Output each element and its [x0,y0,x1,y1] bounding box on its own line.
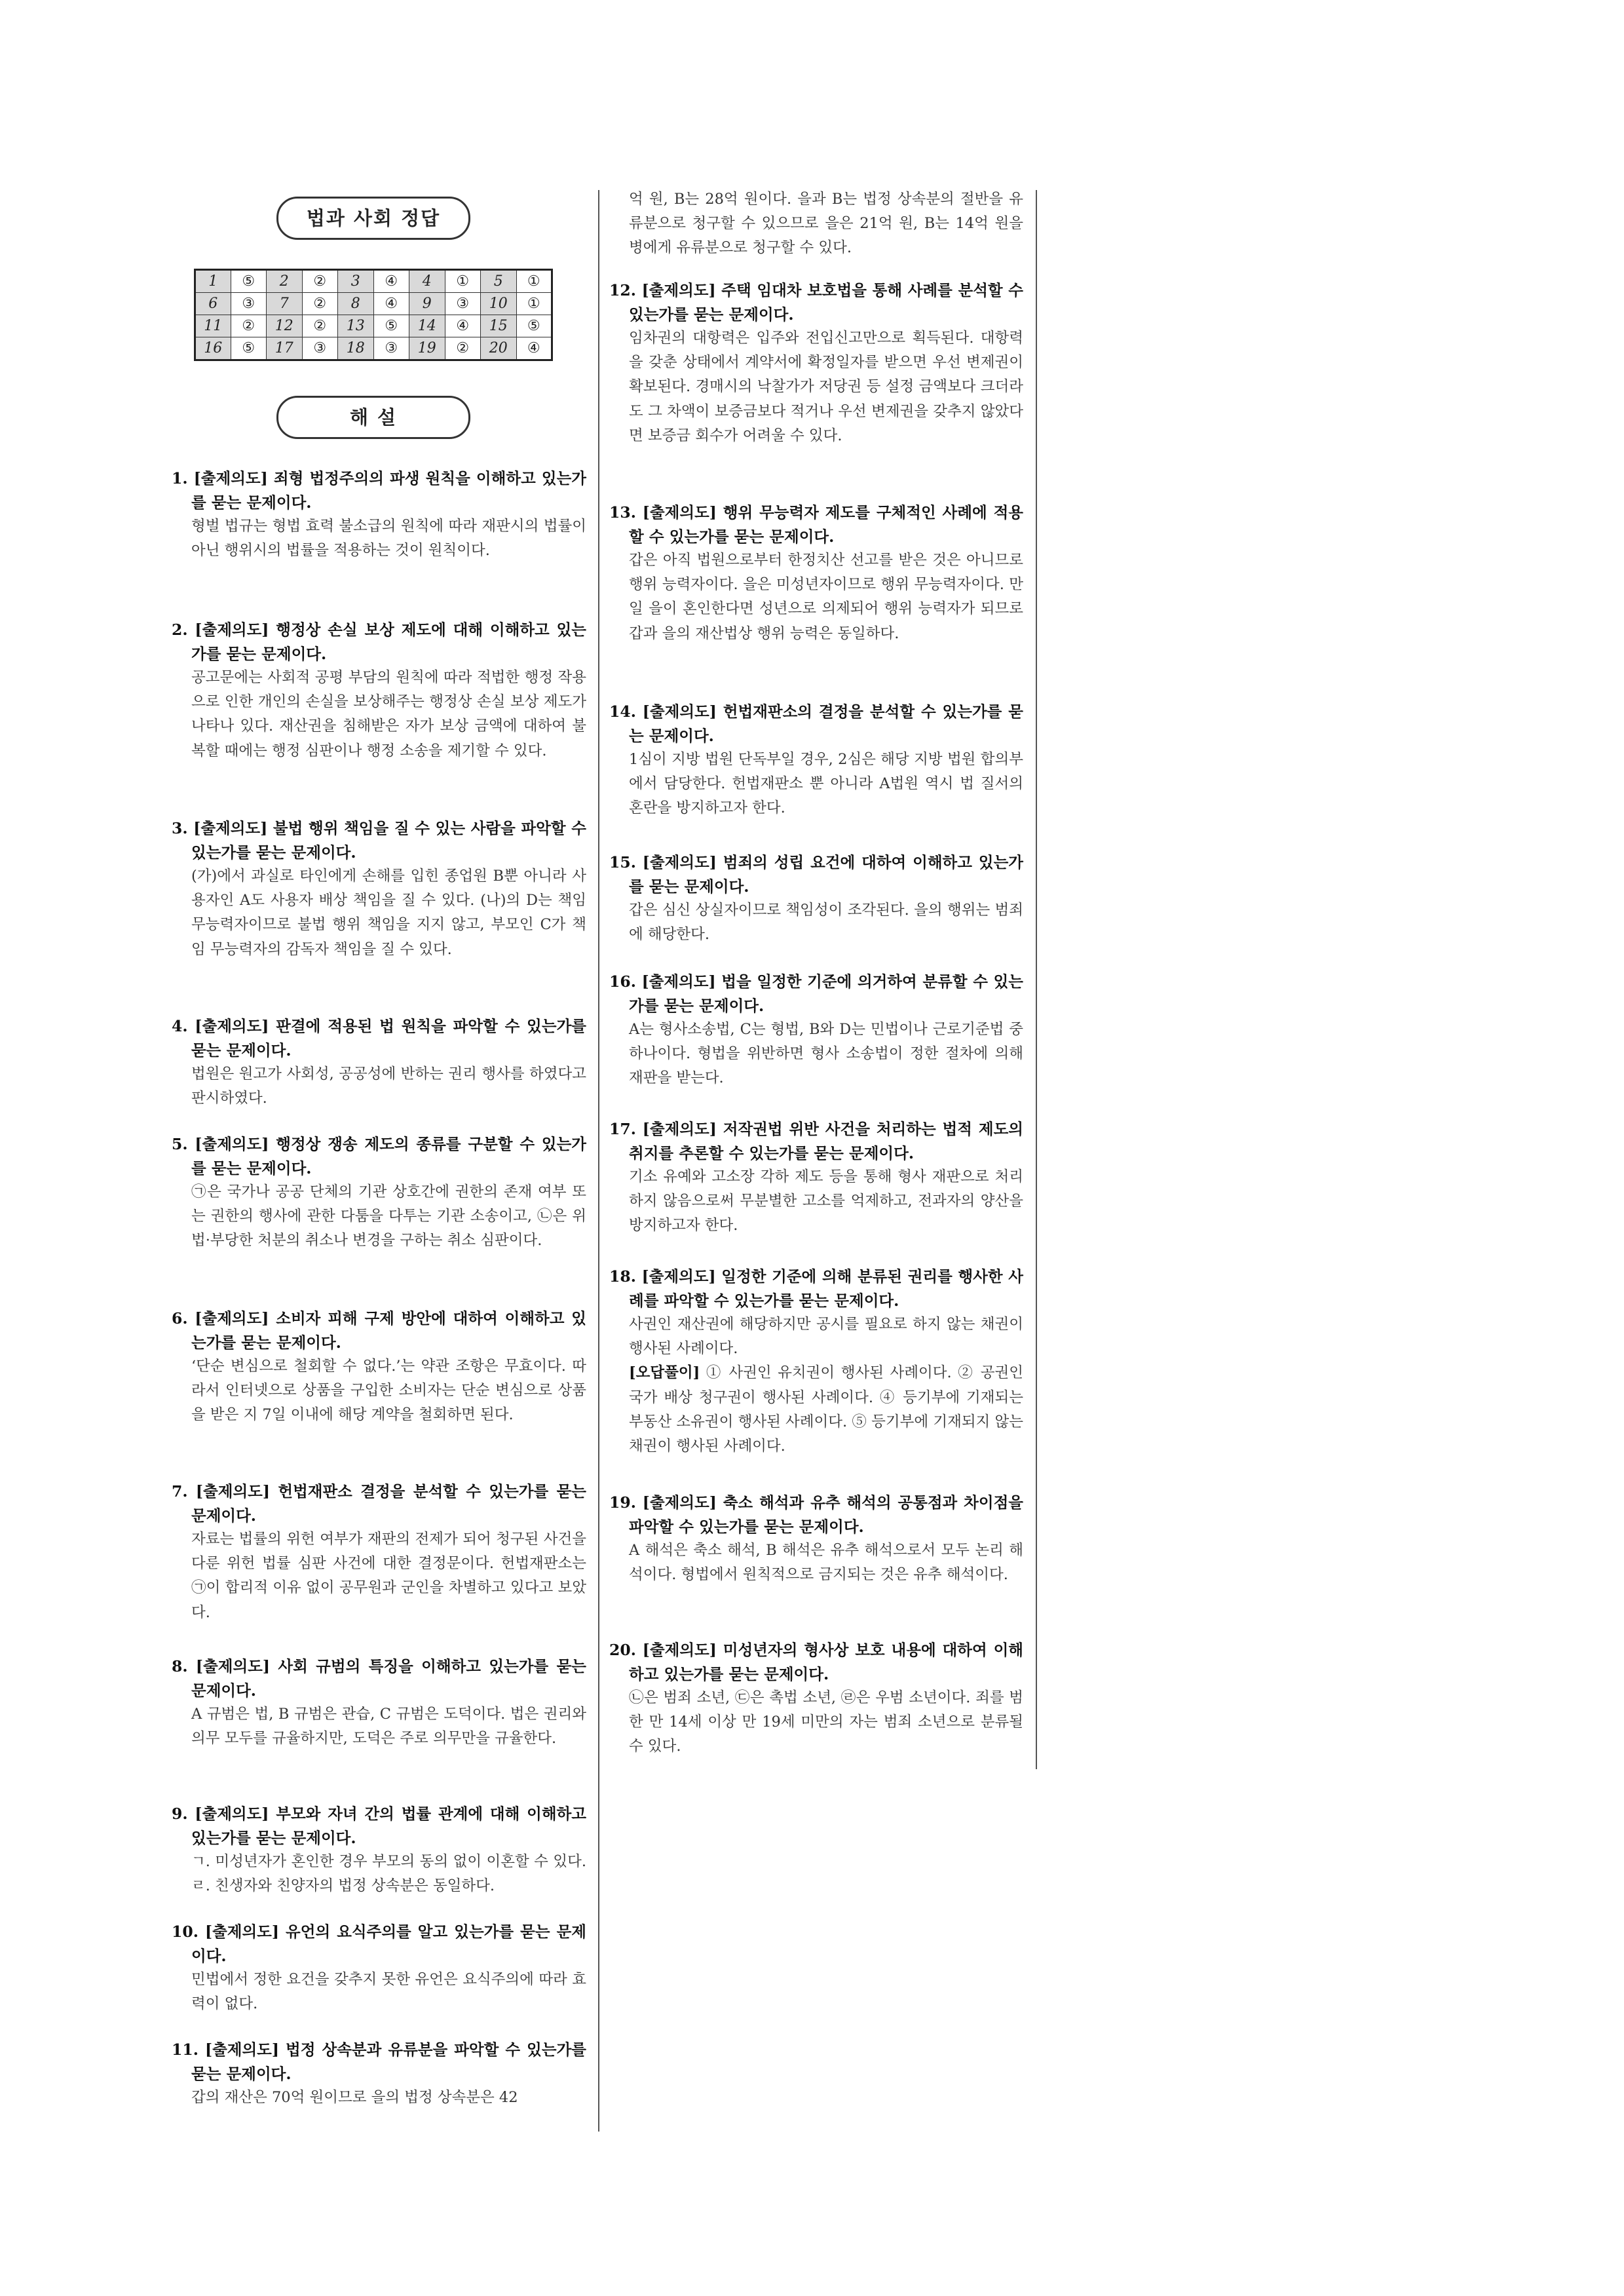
question-heading: 3. [출제의도] 불법 행위 책임을 질 수 있는 사람을 파악할 수 있는가를 묻는 문제이다. [172,819,586,862]
explanation-item [609,1491,1023,1587]
question-number: 1 [195,270,231,293]
explanation-item [609,501,1023,646]
answer-choice: ③ [373,337,409,360]
explanation-item [172,618,586,763]
question-heading: 6. [출제의도] 소비자 피해 구제 방안에 대하여 이해하고 있는가를 묻는 문제이다. [172,1309,586,1352]
answer-table [194,269,553,361]
question-number: 2 [267,270,303,293]
question-number: 5 [481,270,517,293]
answer-row [195,270,552,293]
question-explanation: 갑의 재산은 70억 원이므로 을의 법정 상속분은 42 [191,2089,518,2106]
question-heading: 16. [출제의도] 법을 일정한 기준에 의거하여 분류할 수 있는가를 묻는 문제이다. [609,972,1023,1015]
answer-choice: ③ [445,293,481,315]
question-number: 16 [195,337,231,360]
question-number: 10 [481,293,517,315]
question-explanation: 자료는 법률의 위헌 여부가 재판의 전제가 되어 청구된 사건을 다룬 위헌 법률 심판 사건에 대한 결정문이다. 헌법재판소는 ㉠이 합리적 이유 없이 공무원과 군인을 차별하고 있다고 보았다. [191,1531,586,1621]
explanation-item [172,1480,586,1625]
answer-row [195,315,552,337]
question-number: 15 [481,315,517,337]
solution-heading: 해 설 [276,396,470,439]
question-heading: 4. [출제의도] 판결에 적용된 법 원칙을 파악할 수 있는가를 묻는 문제이다. [172,1017,586,1060]
question-heading: 12. [출제의도] 주택 임대차 보호법을 통해 사례를 분석할 수 있는가를 묻는 문제이다. [609,281,1023,324]
question-heading: 18. [출제의도] 일정한 기준에 의해 분류된 권리를 행사한 사례를 파악할 수 있는가를 묻는 문제이다. [609,1267,1023,1310]
answer-choice: ② [302,315,338,337]
answer-choice: ③ [302,337,338,360]
question-number: 17 [267,337,303,360]
question-number: 20 [481,337,517,360]
explanation-item [172,467,586,563]
question-explanation: A 규범은 법, B 규범은 관습, C 규범은 도덕이다. 법은 권리와 의무 모두를 규율하지만, 도덕은 주로 의무만을 규율한다. [191,1706,586,1748]
question-explanation: 억 원, B는 28억 원이다. 을과 B는 법정 상속분의 절반을 유류분으로 청구할 수 있으므로 을은 21억 원, B는 14억 원을 병에게 유류분으로 청구할 수 있다. [629,191,1023,257]
question-heading: 7. [출제의도] 헌법재판소 결정을 분석할 수 있는가를 묻는 문제이다. [172,1482,586,1525]
question-explanation: 갑은 아직 법원으로부터 한정치산 선고를 받은 것은 아니므로 행위 능력자이다. 을은 미성년자이므로 행위 무능력자이다. 만일 을이 혼인한다면 성년으로 의제되어 행위 능력자가 되므로 갑과 을의 재산법상 행위 능력은 동일하다. [629,552,1023,642]
explanation-item [609,1117,1023,1238]
explanation-item [609,278,1023,448]
answer-row [195,293,552,315]
question-explanation: 민법에서 정한 요건을 갖추지 못한 유언은 요식주의에 따라 효력이 없다. [191,1971,586,2013]
question-number: 11 [195,315,231,337]
question-explanation: ‘단순 변심으로 철회할 수 없다.’는 약관 조항은 무효이다. 따라서 인터넷으로 상품을 구입한 소비자는 단순 변심으로 상품을 받은 지 7일 이내에 해당 계약을 철회하면 된다. [191,1358,586,1424]
right-column-rule [1036,190,1037,1769]
column-divider [598,190,599,2132]
question-explanation: 형벌 법규는 형법 효력 불소급의 원칙에 따라 재판시의 법률이 아닌 행위시의 법률을 적용하는 것이 원칙이다. [191,518,586,560]
answer-choice: ② [445,337,481,360]
answer-choice: ② [302,293,338,315]
answer-choice: ① [516,270,552,293]
explanation-continuation [609,187,1023,261]
answer-choice: ⑤ [231,337,267,360]
question-number: 6 [195,293,231,315]
question-number: 9 [409,293,445,315]
explanation-item [172,816,586,962]
explanation-item [172,1655,586,1751]
question-explanation: 사권인 재산권에 해당하지만 공시를 필요로 하지 않는 채권이 행사된 사례이다. [오답풀이] ① 사권인 유치권이 행사된 사례이다. ② 공권인 국가 배상 청구권이 행사된 사례이다. ④ 등기부에 기재되는 부동산 소유권이 행사된 사례이다. ⑤ 등기부에 기재되지 않는 채권이 행사된 사례이다. [629,1316,1023,1455]
question-heading: 10. [출제의도] 유언의 요식주의를 알고 있는가를 묻는 문제이다. [172,1923,586,1965]
explanation-item [609,970,1023,1091]
explanation-item [172,1802,586,1898]
explanation-item [609,1265,1023,1459]
answer-choice: ③ [231,293,267,315]
question-explanation: ㄱ. 미성년자가 혼인한 경우 부모의 동의 없이 이혼할 수 있다. ㄹ. 친생자와 친양자의 법정 상속분은 동일하다. [191,1853,586,1895]
answer-choice: ② [231,315,267,337]
answer-choice: ④ [445,315,481,337]
question-heading: 11. [출제의도] 법정 상속분과 유류분을 파악할 수 있는가를 묻는 문제이다. [172,2040,586,2083]
question-number: 3 [338,270,374,293]
question-explanation: 법원은 원고가 사회성, 공공성에 반하는 권리 행사를 하였다고 판시하였다. [191,1065,586,1107]
answer-row [195,337,552,360]
answer-choice: ② [302,270,338,293]
answer-choice: ⑤ [231,270,267,293]
question-number: 13 [338,315,374,337]
question-number: 4 [409,270,445,293]
answer-choice: ④ [373,270,409,293]
question-heading: 14. [출제의도] 헌법재판소의 결정을 분석할 수 있는가를 묻는 문제이다. [609,702,1023,745]
question-number: 14 [409,315,445,337]
page-title: 법과 사회 정답 [276,197,470,240]
question-explanation: (가)에서 과실로 타인에게 손해를 입힌 종업원 B뿐 아니라 사용자인 A도 사용자 배상 책임을 질 수 있다. (나)의 D는 책임 무능력자이므로 불법 행위 책임을 지지 않고, 부모인 C가 책임 무능력자의 감독자 책임을 질 수 있다. [191,868,586,958]
question-heading: 17. [출제의도] 저작권법 위반 사건을 처리하는 법적 제도의 취지를 추론할 수 있는가를 묻는 문제이다. [609,1120,1023,1162]
answer-choice: ① [445,270,481,293]
explanation-item [609,700,1023,821]
answer-choice: ⑤ [516,315,552,337]
question-heading: 15. [출제의도] 범죄의 성립 요건에 대하여 이해하고 있는가를 묻는 문제이다. [609,853,1023,896]
question-explanation: ㉠은 국가나 공공 단체의 기관 상호간에 권한의 존재 여부 또는 권한의 행사에 관한 다툼을 다투는 기관 소송이고, ㉡은 위법·부당한 처분의 취소나 변경을 구하는 취소 심판이다. [191,1183,586,1250]
question-heading: 19. [출제의도] 축소 해석과 유추 해석의 공통점과 차이점을 파악할 수 있는가를 묻는 문제이다. [609,1493,1023,1536]
wrong-answer-label: [오답풀이] [629,1364,700,1382]
question-heading: 2. [출제의도] 행정상 손실 보상 제도에 대해 이해하고 있는가를 묻는 문제이다. [172,621,586,663]
explanation-item [609,851,1023,947]
wrong-answer-note: ① 사권인 유치권이 행사된 사례이다. ② 공권인 국가 배상 청구권이 행사된 사례이다. ④ 등기부에 기재되는 부동산 소유권이 행사된 사례이다. ⑤ 등기부에 기재되지 않는 채권이 행사된 사례이다. [629,1364,1023,1455]
answer-choice: ① [516,293,552,315]
question-number: 12 [267,315,303,337]
question-explanation: 공고문에는 사회적 공평 부담의 원칙에 따라 적법한 행정 작용으로 인한 개인의 손실을 보상해주는 행정상 손실 보상 제도가 나타나 있다. 재산권을 침해받은 자가 보상 금액에 대하여 불복할 때에는 행정 심판이나 행정 소송을 제기할 수 있다. [191,669,586,759]
answer-choice: ⑤ [373,315,409,337]
question-heading: 1. [출제의도] 죄형 법정주의의 파생 원칙을 이해하고 있는가를 묻는 문제이다. [172,469,586,512]
question-explanation: 임차권의 대항력은 입주와 전입신고만으로 획득된다. 대항력을 갖춘 상태에서 계약서에 확정일자를 받으면 우선 변제권이 확보된다. 경매시의 낙찰가가 저당권 등 설정 금액보다 크더라도 그 차액이 보증금보다 적거나 우선 변제권을 갖추지 않았다면 보증금 회수가 어려울 수 있다. [629,330,1023,444]
question-explanation: A 해석은 축소 해석, B 해석은 유추 해석으로서 모두 논리 해석이다. 형법에서 원칙적으로 금지되는 것은 유추 해석이다. [629,1542,1023,1584]
question-explanation: 기소 유예와 고소장 각하 제도 등을 통해 형사 재판으로 처리하지 않음으로써 무분별한 고소를 억제하고, 전과자의 양산을 방지하고자 한다. [629,1168,1023,1234]
question-heading: 8. [출제의도] 사회 규범의 특징을 이해하고 있는가를 묻는 문제이다. [172,1657,586,1700]
answer-choice: ④ [373,293,409,315]
question-explanation: A는 형사소송법, C는 형법, B와 D는 민법이나 근로기준법 중 하나이다. 형법을 위반하면 형사 소송법이 정한 절차에 의해 재판을 받는다. [629,1021,1023,1087]
question-number: 18 [338,337,374,360]
answer-choice: ④ [516,337,552,360]
question-number: 8 [338,293,374,315]
question-explanation: 1심이 지방 법원 단독부일 경우, 2심은 해당 지방 법원 합의부에서 담당한다. 헌법재판소 뿐 아니라 A법원 역시 법 질서의 혼란을 방지하고자 한다. [629,751,1023,817]
question-number: 19 [409,337,445,360]
question-explanation: 갑은 심신 상실자이므로 책임성이 조각된다. 을의 행위는 범죄에 해당한다. [629,902,1023,944]
explanation-item [609,1638,1023,1759]
question-explanation: ㉡은 범죄 소년, ㉢은 촉법 소년, ㉣은 우범 소년이다. 죄를 범한 만 14세 이상 만 19세 미만의 자는 범죄 소년으로 분류될 수 있다. [629,1689,1023,1755]
explanation-item [172,1307,586,1428]
explanation-item [172,2038,586,2110]
question-heading: 20. [출제의도] 미성년자의 형사상 보호 내용에 대하여 이해하고 있는가를 묻는 문제이다. [609,1641,1023,1683]
question-heading: 9. [출제의도] 부모와 자녀 간의 법률 관계에 대해 이해하고 있는가를 묻는 문제이다. [172,1805,586,1847]
question-heading: 13. [출제의도] 행위 무능력자 제도를 구체적인 사례에 적용할 수 있는가를 묻는 문제이다. [609,503,1023,546]
explanation-item [172,1014,586,1111]
question-number: 7 [267,293,303,315]
explanation-item [172,1132,586,1253]
explanation-item [172,1920,586,2016]
question-heading: 5. [출제의도] 행정상 쟁송 제도의 종류를 구분할 수 있는가를 묻는 문제이다. [172,1135,586,1177]
